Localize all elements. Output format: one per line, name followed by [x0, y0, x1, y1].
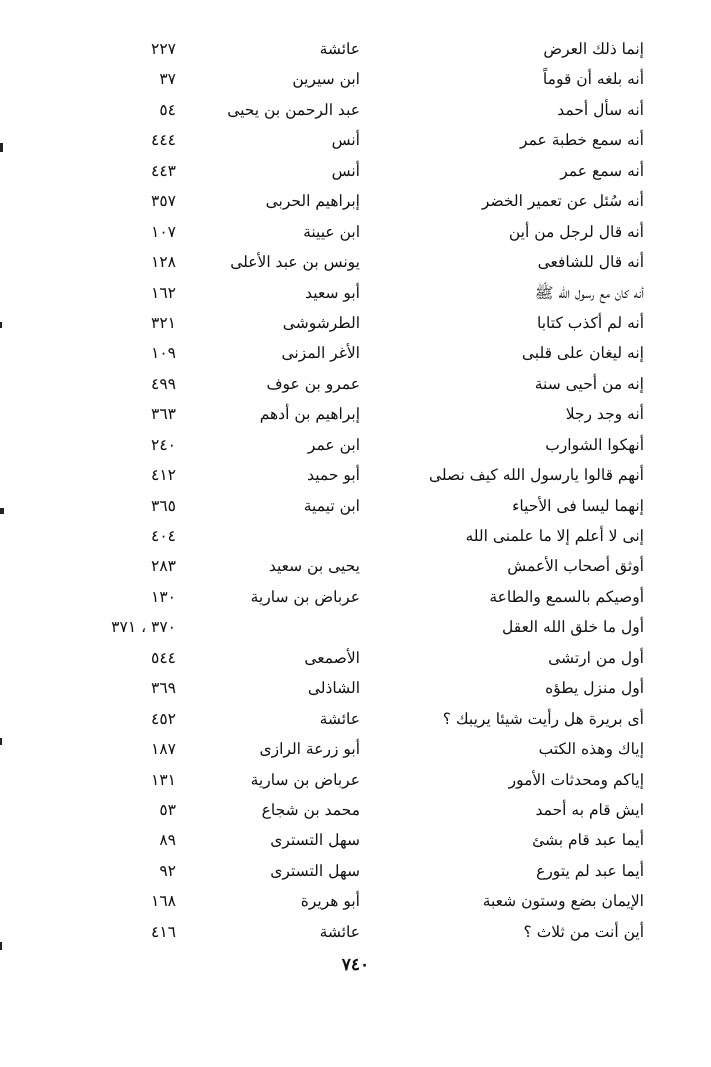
page-reference: ٤١٢ [151, 466, 176, 485]
narrator-name: أبو هريرة [300, 892, 360, 911]
scan-edge-mark [0, 322, 2, 328]
page-reference: ٣٦٩ [151, 679, 176, 698]
page-number: ٧٤٠ [341, 955, 370, 975]
hadith-phrase: أنه سمع عمر [560, 161, 644, 180]
page-reference: ٥٤٤ [151, 648, 176, 667]
page-reference: ٣٦٣ [151, 405, 176, 424]
index-row [60, 582, 650, 612]
hadith-phrase: أنه سمع خطبة عمر [520, 131, 644, 150]
narrator-name: عائشة [319, 40, 360, 58]
page-reference: ١٣٠ [151, 587, 176, 606]
narrator-name: يحيى بن سعيد [268, 557, 360, 576]
hadith-phrase: أنه لم أكذب كتابا [537, 313, 644, 332]
hadith-index-table [60, 34, 650, 947]
index-row [60, 308, 650, 338]
page-reference: ٣٦٥ [151, 496, 176, 515]
narrator-name: عبد الرحمن بن يحيى [227, 100, 360, 119]
index-row [60, 491, 650, 521]
index-row [60, 825, 650, 855]
hadith-phrase: أنه قال لرجل من أين [508, 222, 644, 241]
index-row [60, 217, 650, 247]
index-row [60, 795, 650, 825]
index-row [60, 551, 650, 581]
narrator-name: الشاذلى [307, 679, 360, 698]
narrator-name: ابن عيينة [303, 222, 360, 241]
hadith-phrase: ايش قام به أحمد [535, 800, 644, 819]
index-row [60, 338, 650, 368]
index-row [60, 95, 650, 125]
hadith-phrase: أيما عبد قام بشئ [532, 831, 644, 850]
narrator-name: إبراهيم الحربى [265, 192, 360, 211]
index-row [60, 612, 650, 642]
page-reference: ٤٤٤ [151, 131, 176, 150]
page-reference: ٤٤٣ [151, 161, 176, 180]
index-row [60, 521, 650, 551]
hadith-phrase: أيما عبد لم يتورع [536, 861, 644, 880]
index-row [60, 156, 650, 186]
hadith-phrase: أنه قال للشافعى [537, 253, 644, 272]
hadith-phrase: إنهما ليسا فى الأحياء [512, 496, 644, 515]
narrator-name: عرباض بن سارية [250, 770, 360, 789]
index-row [60, 856, 650, 886]
scan-edge-mark [0, 508, 4, 514]
page-reference: ٤٥٢ [151, 709, 176, 728]
scan-edge-mark [0, 942, 2, 950]
index-row [60, 34, 650, 64]
narrator-name: عرباض بن سارية [250, 587, 360, 606]
index-row [60, 64, 650, 94]
index-row [60, 369, 650, 399]
narrator-name: أنس [331, 131, 360, 150]
hadith-phrase: إنه من أحيى سنة [534, 374, 644, 393]
page-reference: ٥٤ [159, 100, 176, 119]
page-reference: ٨٩ [159, 831, 176, 850]
narrator-name: الأصمعى [304, 648, 360, 667]
hadith-phrase: أوصيكم بالسمع والطاعة [489, 587, 644, 606]
hadith-phrase: أنهكوا الشوارب [545, 435, 644, 454]
narrator-name: أنس [331, 161, 360, 180]
hadith-phrase: أنه سأل أحمد [557, 100, 644, 119]
page-reference: ١٦٨ [151, 892, 176, 911]
index-row [60, 734, 650, 764]
index-row [60, 186, 650, 216]
index-row [60, 278, 650, 308]
page-reference: ٢٢٧ [151, 40, 176, 58]
hadith-phrase: إنما ذلك العرض [543, 40, 644, 58]
page-reference: ٤١٦ [151, 922, 176, 941]
narrator-name: سهل التسترى [270, 831, 360, 850]
narrator-name: أبو حميد [307, 466, 360, 485]
page-reference: ٣٧٠ ، ٣٧١ [111, 618, 176, 637]
scan-edge-mark [0, 143, 3, 152]
index-row [60, 399, 650, 429]
hadith-phrase: الإيمان بضع وستون شعبة [482, 892, 644, 911]
page-reference: ٩٢ [159, 861, 176, 880]
page-reference: ١٠٩ [151, 344, 176, 363]
index-row [60, 673, 650, 703]
hadith-phrase: أنه وجد رجلا [565, 405, 644, 424]
index-row [60, 460, 650, 490]
narrator-name: يونس بن عبد الأعلى [230, 253, 360, 272]
page-reference: ١٦٢ [151, 283, 176, 302]
page-reference: ٢٨٣ [151, 557, 176, 576]
hadith-phrase: إنى لا أعلم إلا ما علمنى الله [465, 527, 644, 545]
page-reference: ٢٤٠ [151, 435, 176, 454]
index-row [60, 886, 650, 916]
narrator-name: عائشة [319, 922, 360, 941]
narrator-name: الأغر المزنى [281, 344, 360, 363]
page-reference: ١٠٧ [151, 222, 176, 241]
index-row [60, 917, 650, 947]
hadith-phrase: أنه سُئل عن تعمير الخضر [481, 192, 644, 211]
hadith-phrase: أنه بلغه أن قوماً [542, 70, 644, 89]
narrator-name: سهل التسترى [270, 861, 360, 880]
narrator-name: ابن سيرين [292, 70, 360, 89]
narrator-name: ابن عمر [307, 435, 360, 454]
narrator-name: إبراهيم بن أدهم [259, 405, 360, 424]
page-reference: ٤٠٤ [151, 527, 176, 545]
hadith-phrase: أول منزل يطؤه [545, 679, 644, 698]
index-row [60, 643, 650, 673]
scan-edge-mark [0, 738, 2, 745]
index-row [60, 430, 650, 460]
narrator-name: الطرشوشى [282, 313, 360, 332]
index-row [60, 247, 650, 277]
hadith-phrase: إياك وهذه الكتب [538, 740, 644, 759]
index-row [60, 765, 650, 795]
hadith-phrase: أوثق أصحاب الأعمش [507, 557, 644, 576]
page-reference: ٣٥٧ [151, 192, 176, 211]
page-reference: ١٨٧ [151, 740, 176, 759]
narrator-name: أبو زرعة الرازى [259, 740, 360, 759]
index-row [60, 125, 650, 155]
page-reference: ٤٩٩ [151, 374, 176, 393]
hadith-phrase: إياكم ومحدثات الأمور [508, 770, 644, 789]
page-reference: ١٢٨ [151, 253, 176, 272]
narrator-name: ابن تيمية [303, 496, 360, 515]
index-row [60, 704, 650, 734]
narrator-name: عمرو بن عوف [266, 374, 360, 393]
narrator-name: عائشة [319, 709, 360, 728]
page-reference: ٣٧ [159, 70, 176, 89]
page-reference: ١٣١ [151, 770, 176, 789]
narrator-name: أبو سعيد [305, 283, 360, 302]
hadith-phrase: أنه كان مع رسول الله ﷺ [534, 283, 644, 302]
page-reference: ٣٢١ [151, 313, 176, 332]
page-reference: ٥٣ [159, 800, 176, 819]
narrator-name: محمد بن شجاع [261, 800, 360, 819]
hadith-phrase: أى بريرة هل رأيت شيئا يريبك ؟ [442, 709, 644, 728]
hadith-phrase: أين أنت من ثلاث ؟ [523, 922, 644, 941]
hadith-phrase: أنهم قالوا يارسول الله كيف نصلى [428, 466, 644, 485]
hadith-phrase: أول من ارتشى [548, 648, 644, 667]
hadith-phrase: إنه ليغان على قلبى [521, 344, 644, 363]
hadith-phrase: أول ما خلق الله العقل [502, 618, 644, 637]
